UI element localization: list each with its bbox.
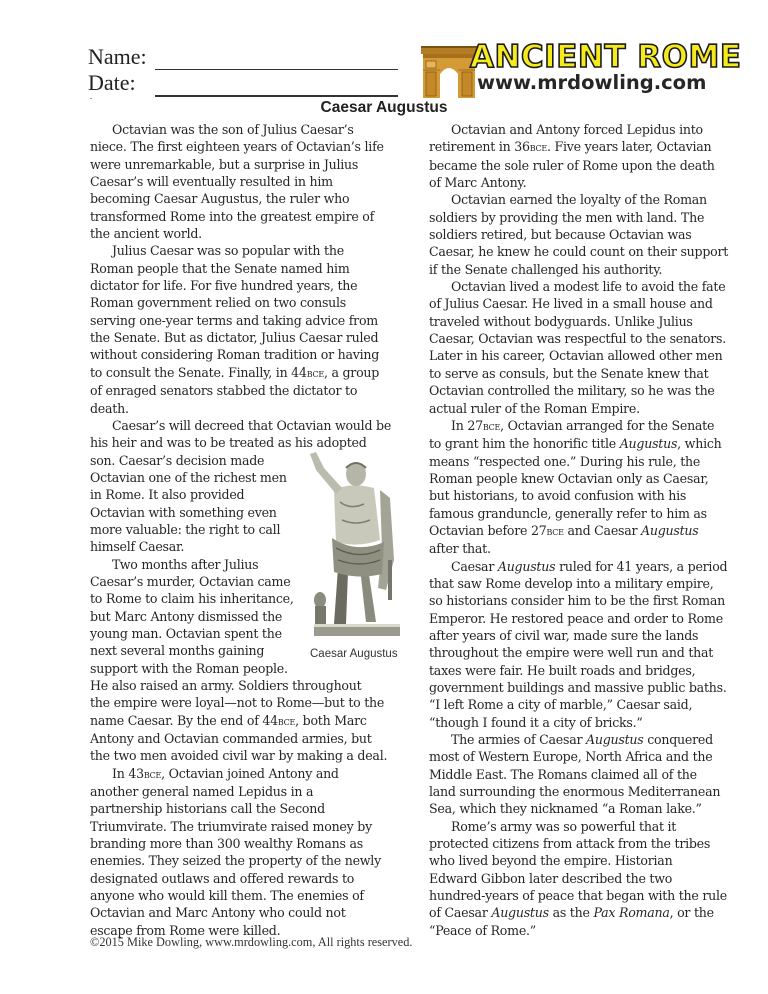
text-line: were unremarkable, but a surprise in Julius [90,156,359,172]
text-line: retirement in 36bce. Five years later, Octavian [429,139,712,155]
text-line: himself Caesar. [90,539,185,555]
text-line: to consult the Senate. Finally, in 44bce, a group [90,364,380,380]
text-line: to grant him the honorific title Augustus, which [429,436,722,452]
name-field-line[interactable] [155,69,398,70]
text-line: “I left Rome a city of marble,” Caesar said, [429,697,693,713]
text-line: In 43bce, Octavian joined Antony and [112,765,339,781]
copyright-footer: ©2015 Mike Dowling, www.mrdowling.com, All rights reserved. [90,935,413,949]
text-line: another general named Lepidus in a [90,784,314,800]
page-title: Caesar Augustus [320,99,448,116]
text-line: Julius Caesar was so popular with the [112,243,344,259]
text-line: but Marc Antony dismissed the [90,608,283,624]
text-line: He also raised an army. Soldiers throughout [90,678,362,693]
text-line: who lived beyond the empire. Historian [429,853,673,869]
text-line: partnership historians call the Second [90,801,325,817]
text-line: the empire were loyal—not to Rome—but to the [90,695,385,711]
text-line: Octavian and Marc Antony who could not [90,905,346,921]
text-line: soldiers by providing the men with land. The [429,209,705,225]
text-line: “Peace of Rome.” [429,922,536,938]
text-line: Roman people that the Senate named him [90,260,350,276]
text-line: support with the Roman people. [90,660,288,676]
text-line: actual ruler of the Roman Empire. [429,400,640,416]
text-line: Octavian and Antony forced Lepidus into [451,122,703,137]
text-line: Emperor. He restored peace and order to Rome [429,610,723,626]
text-line: Two months after Julius [112,556,259,572]
text-line: that saw Rome develop into a military empire, [429,575,714,591]
text-line: land surrounding the enormous Mediterranean [429,784,721,800]
text-line: means “respected one.” During his rule, the [429,453,701,469]
text-line: of Caesar Augustus as the Pax Romana, or the [429,905,714,921]
text-line: Middle East. The Romans claimed all of the [429,766,697,782]
text-line: after that. [429,541,491,557]
text-line: traveled without bodyguards. Unlike Julius [429,313,693,329]
text-line: so historians consider him to be the first Roman [429,593,725,609]
name-label: Name: [88,44,147,69]
text-line: without considering Roman tradition or having [90,347,380,363]
text-line: of Marc Antony. [429,175,527,191]
text-line: to serve as consuls, but the Senate knew that [429,365,709,381]
text-line: Caesar’s will decreed that Octavian would be [112,417,392,433]
text-line: transformed Rome into the greatest empire of [90,208,375,224]
text-line: his heir and was to be treated as his adopted [90,435,367,451]
text-line: son. Caesar’s decision made [90,452,265,468]
text-line: most of Western Europe, North Africa and the [429,749,713,765]
text-line: young man. Octavian spent the [90,625,282,641]
text-line: Antony and Octavian commanded armies, but [90,731,372,747]
text-line: Roman people knew Octavian only as Caesar, [429,470,709,486]
text-line: hundred-years of peace that began with the rule [429,888,727,904]
statue-figure [300,448,418,668]
text-line: escape from Rome were killed. [90,922,281,938]
text-line: Octavian controlled the military, so he was the [429,383,715,399]
text-line: Rome’s army was so powerful that it [451,818,677,834]
right-column [429,121,729,939]
text-line: of Julius Caesar. He lived in a small house and [429,296,713,312]
text-line: branding more than 300 wealthy Romans as [90,836,363,852]
text-line: anyone who would kill them. The enemies of [90,888,364,904]
text-line: after years of civil war, made sure the lands [429,627,699,643]
text-line: dictator for life. For five hundred years, the [90,278,358,294]
logo-title: ANCIENT ROME [470,39,742,75]
text-line: Caesar, he knew he could count on their support [429,244,729,260]
text-line: protected citizens from attack from the tribes [429,836,711,852]
date-label: Date: [88,70,136,95]
figure-caption: Caesar Augustus [310,648,398,660]
text-line: Octavian with something even [90,504,277,520]
text-line: the Senate. But as dictator, Julius Caesar ruled [90,330,379,346]
text-line: Caesar’s will eventually resulted in him [90,174,333,190]
text-line: The armies of Caesar Augustus conquered [451,732,713,748]
text-line: Sea, which they nicknamed “a Roman lake.” [429,801,702,817]
text-line: designated outlaws and offered rewards to [90,870,355,886]
text-line: government buildings and massive public baths. [429,680,727,695]
text-line: to Rome to claim his inheritance, [90,591,294,607]
text-line: name Caesar. By the end of 44bce, both Marc [90,712,367,728]
text-line: Octavian was the son of Julius Caesar’s [112,122,354,137]
text-line: niece. The first eighteen years of Octavian’s life [90,139,384,155]
ancient-rome-logo [420,39,742,98]
text-line: Caesar’s murder, Octavian came [90,573,291,589]
logo-url[interactable]: www.mrdowling.com [477,71,707,94]
text-line: Caesar, Octavian was respectful to the senators. [429,331,726,347]
text-line: becoming Caesar Augustus, the ruler who [90,191,350,207]
text-line: Caesar Augustus ruled for 41 years, a period [451,558,728,574]
text-line: Octavian before 27bce and Caesar Augustus [429,522,699,538]
text-line: became the sole ruler of Rome upon the death [429,157,715,173]
text-line: Octavian one of the richest men [90,469,287,485]
text-line: but historians, to avoid confusion with his [429,488,687,504]
text-line: of enraged senators stabbed the dictator to [90,383,358,399]
text-line: Edward Gibbon later described the two [429,870,673,886]
text-line: in Rome. It also provided [90,487,245,503]
text-line: famous granduncle, generally refer to him as [429,505,707,521]
text-line: Roman government relied on two consuls [90,295,347,311]
text-line: next several months gaining [90,643,265,659]
text-line: serving one-year terms and taking advice from [90,312,378,328]
text-line: the ancient world. [90,226,202,242]
text-line: “though I found it a city of bricks.” [429,714,643,730]
text-line: enemies. They seized the property of the newly [90,853,381,869]
text-line: the two men avoided civil war by making a deal. [90,748,388,764]
text-line: Triumvirate. The triumvirate raised money by [90,818,372,834]
text-line: Octavian earned the loyalty of the Roman [451,192,707,208]
text-line: throughout the empire were well run and that [429,645,714,661]
text-line: if the Senate challenged his authority. [429,261,663,277]
text-line: more valuable: the right to call [90,521,281,537]
text-line: death. [90,400,129,416]
caesar-augustus-statue-image [304,450,408,642]
text-line: Octavian lived a modest life to avoid the fate [451,279,726,295]
text-line: In 27bce, Octavian arranged for the Senate [451,417,715,433]
text-line: Later in his career, Octavian allowed other men [429,348,723,364]
date-field-line[interactable] [155,95,398,97]
text-line: taxes were fair. He built roads and bridges, [429,662,696,678]
text-line: soldiers retired, but because Octavian was [429,227,692,243]
